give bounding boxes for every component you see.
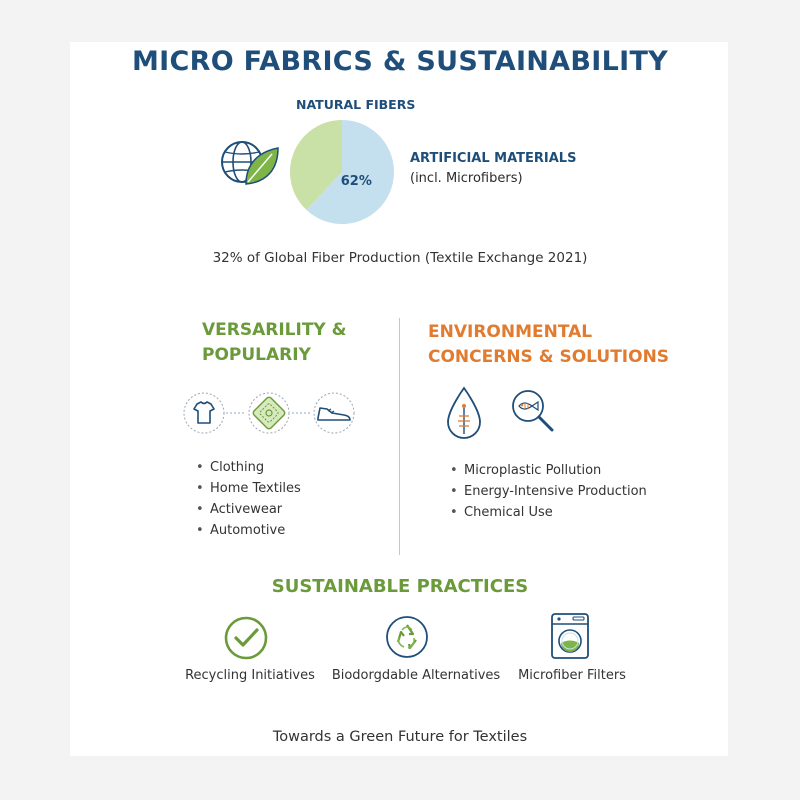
list-item: • Home Textiles bbox=[196, 478, 301, 499]
magnifier-fish-icon bbox=[513, 391, 552, 430]
environment-heading-line2: CONCERNS & SOLUTIONS bbox=[428, 347, 670, 367]
microfiber-filters-label: Microfiber Filters bbox=[518, 668, 626, 683]
artificial-materials-subtitle: (incl. Microfibers) bbox=[410, 171, 523, 186]
versatility-icons bbox=[182, 390, 362, 436]
environment-heading bbox=[428, 320, 669, 370]
versatility-list bbox=[196, 457, 301, 541]
list-item: • Clothing bbox=[196, 457, 301, 478]
list-item: • Chemical Use bbox=[450, 502, 647, 523]
checkmark-icon bbox=[222, 614, 270, 662]
biodegradable-alternatives-label: Biodorgdable Alternatives bbox=[331, 668, 501, 683]
list-item: • Microplastic Pollution bbox=[450, 460, 647, 481]
fiber-production-caption: 32% of Global Fiber Production (Textile Exchange 2021) bbox=[212, 250, 588, 266]
tshirt-icon bbox=[184, 393, 224, 433]
sneaker-icon bbox=[314, 393, 354, 433]
water-drop-fish-icon bbox=[448, 388, 480, 438]
versatility-heading-line2: POPULARIY bbox=[202, 345, 311, 365]
globe-leaf-icon bbox=[216, 134, 280, 190]
versatility-heading bbox=[202, 318, 346, 368]
fiber-pie-chart bbox=[288, 118, 396, 226]
recycling-initiatives-label: Recycling Initiatives bbox=[185, 668, 315, 683]
list-item: • Energy-Intensive Production bbox=[450, 481, 647, 502]
footer-tagline: Towards a Green Future for Textiles bbox=[272, 729, 528, 745]
environment-heading-line1: ENVIRONMENTAL bbox=[428, 322, 593, 342]
natural-fibers-label: NATURAL FIBERS bbox=[296, 97, 416, 112]
page-title: MICRO FABRICS & SUSTAINABILITY bbox=[131, 46, 669, 77]
sustainable-practices-heading: SUSTAINABLE PRACTICES bbox=[271, 576, 529, 597]
recycle-icon bbox=[384, 614, 430, 660]
versatility-heading-line1: VERSARILITY & bbox=[202, 320, 347, 340]
fabric-icon bbox=[249, 393, 289, 433]
list-item: • Automotive bbox=[196, 520, 301, 541]
environment-list bbox=[450, 460, 647, 523]
environment-icons bbox=[440, 384, 570, 442]
section-divider bbox=[399, 318, 400, 555]
pie-data-label: 62% bbox=[340, 174, 372, 190]
artificial-materials-label: ARTIFICIAL MATERIALS bbox=[410, 151, 577, 166]
list-item: • Activewear bbox=[196, 499, 301, 520]
washing-machine-icon bbox=[549, 612, 591, 660]
